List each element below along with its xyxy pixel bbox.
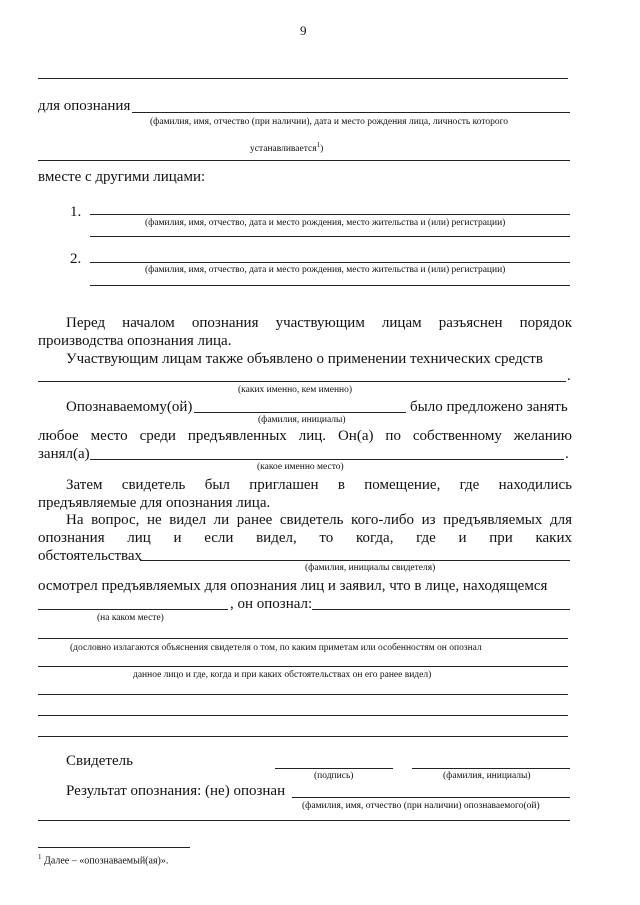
result-field-2[interactable] [38, 820, 570, 821]
result-field[interactable] [292, 797, 570, 798]
signature-caption: (подпись) [314, 771, 354, 781]
identification-field-2[interactable] [38, 160, 570, 161]
identification-label: для опознания [38, 98, 131, 114]
result-caption: (фамилия, имя, отчество (при наличии) опознаваемого(ой) [302, 801, 540, 811]
identification-caption-1: (фамилия, имя, отчество (при наличии), дата и место рождения лица, личность которого [150, 117, 509, 127]
witness-name-caption: (фамилия, инициалы) [443, 771, 531, 781]
para6-mid: , он опознал: [230, 596, 313, 612]
identification-caption-2: устанавливается$^1$) [250, 141, 324, 155]
identified-field[interactable] [312, 609, 570, 610]
para6-line1: осмотрел предъявляемых для опознания лиц и заявил, что в лице, находящемся [38, 578, 548, 594]
witness-field[interactable] [140, 560, 570, 561]
person-2-number: 2. [70, 251, 82, 267]
person-2-caption: (фамилия, имя, отчество, дата и место рождения, место жительства и (или) регистрации) [145, 265, 506, 275]
witness-label: Свидетель [66, 753, 133, 769]
explanation-field-1[interactable] [38, 638, 568, 639]
position-field[interactable] [38, 609, 228, 610]
identification-field[interactable] [132, 112, 570, 113]
explanation-field-5[interactable] [38, 736, 568, 737]
para3-line2: любое место среди предъявленных лиц. Он(а) по собственному желанию [38, 428, 572, 444]
identified-person-caption: (фамилия, инициалы) [258, 415, 346, 425]
person-2-field[interactable] [90, 262, 570, 263]
explanation-caption-2: данное лицо и где, когда и при каких обстоятельствах он его ранее видел) [133, 670, 432, 680]
person-1-caption: (фамилия, имя, отчество, дата и место рождения, место жительства и (или) регистрации) [145, 218, 506, 228]
para3-line3-end: . [565, 446, 569, 462]
signature-field[interactable] [275, 768, 393, 769]
para1-line2: производства опознания лица. [38, 333, 232, 349]
para3-start: Опознаваемому(ой) [66, 399, 193, 415]
page-number: 9 [300, 23, 307, 38]
explanation-field-3[interactable] [38, 694, 568, 695]
explanation-field-4[interactable] [38, 715, 568, 716]
para1-line1: Перед началом опознания участвующим лицам разъяснен порядок [66, 315, 572, 331]
para5-line1: На вопрос, не видел ли ранее свидетель кого-либо из предъявляемых для [66, 512, 572, 528]
footnote: $^1$ Далее – «опознаваемый(ая)». [38, 853, 169, 867]
place-caption: (какое именно место) [257, 462, 344, 472]
together-label: вместе с другими лицами: [38, 169, 206, 185]
result-label: Результат опознания: (не) опознан [66, 783, 286, 799]
person-1-number: 1. [70, 204, 82, 220]
person-1-field[interactable] [90, 214, 570, 215]
place-field[interactable] [90, 459, 564, 460]
para5-line2: опознания лиц и если видел, то когда, где и при каких [38, 530, 572, 546]
witness-name-field[interactable] [412, 768, 570, 769]
technical-means-caption: (каких именно, кем именно) [238, 385, 353, 395]
para2-end: . [567, 368, 571, 384]
explanation-field-2[interactable] [38, 666, 568, 667]
person-2-field-2[interactable] [90, 285, 570, 286]
para3-line3-start: занял(а) [38, 446, 90, 462]
witness-caption: (фамилия, инициалы свидетеля) [305, 563, 436, 573]
explanation-caption-1: (дословно излагаются объяснения свидетеля о том, по каким приметам или особенностям он опознал [70, 643, 482, 653]
para5-line3: обстоятельствах [38, 548, 143, 564]
para4-line2: предъявляемые для опознания лица. [38, 495, 271, 511]
technical-means-field[interactable] [38, 381, 566, 382]
para3-end: было предложено занять [410, 399, 568, 415]
position-caption: (на каком месте) [97, 613, 164, 623]
top-blank-line[interactable] [38, 78, 568, 79]
para4-line1: Затем свидетель был приглашен в помещение, где находились [66, 477, 572, 493]
para2-line1: Участвующим лицам также объявлено о применении технических средств [66, 351, 543, 367]
footnote-separator [38, 847, 190, 848]
identified-person-field[interactable] [194, 412, 406, 413]
person-1-field-2[interactable] [90, 236, 570, 237]
